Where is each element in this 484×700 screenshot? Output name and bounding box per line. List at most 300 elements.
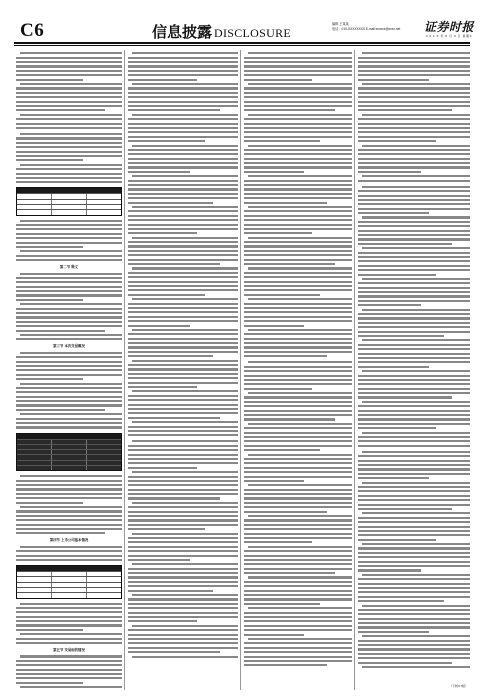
text-line xyxy=(358,436,470,438)
table-row xyxy=(17,460,121,465)
text-line xyxy=(362,309,470,311)
text-line xyxy=(358,631,429,633)
text-line xyxy=(244,281,352,283)
text-line xyxy=(20,250,122,252)
table-cell xyxy=(17,200,52,204)
text-line xyxy=(20,655,122,657)
text-line xyxy=(244,476,352,478)
text-line xyxy=(128,629,238,631)
table-cell xyxy=(17,588,52,592)
text-line xyxy=(128,342,238,344)
text-line xyxy=(16,79,83,81)
text-line xyxy=(362,52,470,54)
text-line xyxy=(16,308,122,310)
text-line xyxy=(358,517,470,519)
text-line xyxy=(16,142,122,144)
text-line xyxy=(128,140,205,142)
text-line xyxy=(16,677,122,679)
text-line xyxy=(128,162,238,164)
text-line xyxy=(244,224,352,226)
text-line xyxy=(128,96,238,98)
text-line xyxy=(358,256,470,258)
text-line xyxy=(128,581,238,583)
text-line xyxy=(358,486,470,488)
text-line xyxy=(244,180,352,182)
text-line xyxy=(244,383,352,385)
text-line xyxy=(128,395,238,397)
text-line xyxy=(358,455,470,457)
text-line xyxy=(16,616,122,618)
text-line xyxy=(244,136,352,138)
text-line xyxy=(16,409,105,411)
text-line xyxy=(128,458,238,460)
text-line xyxy=(128,351,238,353)
text-line xyxy=(128,70,238,72)
text-line xyxy=(358,440,470,442)
text-line xyxy=(128,585,238,587)
text-line xyxy=(244,228,352,230)
text-line xyxy=(358,468,470,470)
text-line xyxy=(244,118,352,120)
section-title xyxy=(152,21,291,42)
text-line xyxy=(358,464,470,466)
table-cell xyxy=(87,588,121,592)
text-line xyxy=(16,155,122,157)
text-line xyxy=(358,648,470,650)
text-line xyxy=(16,57,122,59)
text-line xyxy=(358,287,470,289)
text-line xyxy=(358,136,470,138)
text-line xyxy=(362,247,470,249)
text-line xyxy=(128,61,238,63)
text-line xyxy=(358,79,429,81)
text-line xyxy=(128,210,238,212)
text-line xyxy=(128,171,190,173)
text-line xyxy=(358,221,470,223)
text-line xyxy=(20,383,122,385)
text-line xyxy=(358,101,470,103)
text-line xyxy=(358,300,470,302)
text-line xyxy=(244,140,320,142)
text-line xyxy=(244,458,352,460)
text-line xyxy=(16,484,122,486)
text-line xyxy=(358,118,470,120)
text-line xyxy=(358,153,470,155)
text-line xyxy=(16,127,122,129)
text-line xyxy=(248,576,352,578)
text-column-2 xyxy=(128,50,238,690)
text-line xyxy=(358,70,470,72)
text-line xyxy=(16,638,122,640)
text-line xyxy=(358,127,470,129)
text-line xyxy=(128,555,238,557)
text-line xyxy=(20,52,122,54)
table-cell xyxy=(17,440,52,444)
text-line xyxy=(358,644,470,646)
editor-info xyxy=(332,22,420,32)
text-line xyxy=(20,334,122,336)
text-line xyxy=(16,159,83,161)
text-line xyxy=(20,133,122,135)
text-line xyxy=(132,440,238,442)
text-line xyxy=(16,502,83,504)
text-line xyxy=(128,612,238,614)
article-block xyxy=(128,440,238,657)
text-line xyxy=(128,550,238,552)
text-line xyxy=(358,657,470,659)
text-line xyxy=(358,304,421,306)
text-line xyxy=(244,418,335,420)
text-line xyxy=(128,316,238,318)
text-line xyxy=(16,620,122,622)
text-line xyxy=(244,333,352,335)
text-line xyxy=(16,137,122,139)
text-line xyxy=(358,396,452,398)
text-line xyxy=(16,519,122,521)
text-line xyxy=(16,404,122,406)
article-block xyxy=(358,52,470,181)
text-line xyxy=(128,590,213,592)
text-line xyxy=(358,569,421,571)
text-line xyxy=(128,276,238,278)
text-line xyxy=(362,512,470,514)
text-line xyxy=(248,145,352,147)
text-line xyxy=(20,164,122,166)
text-line xyxy=(244,506,352,508)
text-line xyxy=(128,127,238,129)
text-line xyxy=(132,114,238,116)
column-divider xyxy=(354,50,355,690)
text-line xyxy=(16,281,122,283)
text-line xyxy=(128,184,238,186)
text-line xyxy=(244,259,352,261)
text-line xyxy=(358,199,470,201)
text-line xyxy=(16,330,105,332)
text-line xyxy=(358,313,470,315)
text-line xyxy=(358,495,470,497)
text-line xyxy=(244,250,352,252)
text-line xyxy=(128,65,238,67)
text-line xyxy=(358,460,470,462)
text-line xyxy=(244,519,352,521)
text-line xyxy=(16,233,122,235)
text-line xyxy=(128,364,238,366)
text-line xyxy=(128,149,238,151)
text-line xyxy=(244,375,352,377)
table-cell xyxy=(52,455,87,459)
text-line xyxy=(16,146,122,148)
text-line xyxy=(248,546,352,548)
text-line xyxy=(248,52,352,54)
article-block xyxy=(16,52,122,129)
text-line xyxy=(128,434,238,436)
article-block xyxy=(16,133,122,183)
text-line xyxy=(358,383,470,385)
text-line xyxy=(358,109,452,111)
page-number: C6 xyxy=(20,20,45,41)
text-line xyxy=(20,352,122,354)
article-block xyxy=(16,475,122,534)
text-line xyxy=(358,587,470,589)
table-cell xyxy=(17,572,52,576)
text-line xyxy=(362,114,470,116)
text-line xyxy=(244,294,320,296)
text-line xyxy=(20,506,122,508)
text-line xyxy=(128,320,238,322)
text-line xyxy=(244,462,352,464)
table-cell xyxy=(52,593,87,597)
table-cell xyxy=(17,461,52,465)
text-line xyxy=(128,79,197,81)
article-block xyxy=(16,433,122,472)
text-line xyxy=(362,186,470,188)
text-line xyxy=(20,83,122,85)
text-line xyxy=(128,307,238,309)
text-line xyxy=(248,114,352,116)
text-line xyxy=(362,574,470,576)
text-line xyxy=(128,568,238,570)
text-line xyxy=(244,92,352,94)
text-line xyxy=(128,426,238,428)
text-line xyxy=(132,83,238,85)
text-line xyxy=(244,555,352,557)
table-cell xyxy=(87,205,121,209)
text-line xyxy=(128,559,190,561)
table-row xyxy=(17,449,121,454)
text-line xyxy=(244,342,352,344)
text-line xyxy=(16,629,83,631)
text-line xyxy=(128,259,238,261)
text-line xyxy=(248,607,352,609)
text-line xyxy=(244,65,352,67)
section-heading: 第三节 本次交易概况 xyxy=(53,344,85,349)
table-row xyxy=(17,582,121,587)
table-cell xyxy=(87,210,121,214)
text-line xyxy=(128,541,238,543)
text-line xyxy=(358,618,470,620)
text-line xyxy=(16,101,122,103)
table-cell xyxy=(52,210,87,214)
text-line xyxy=(16,92,122,94)
text-line xyxy=(358,322,470,324)
text-line xyxy=(358,92,470,94)
text-line xyxy=(128,484,238,486)
text-line xyxy=(358,353,470,355)
text-line xyxy=(244,524,352,526)
text-line xyxy=(128,603,238,605)
text-line xyxy=(20,413,122,415)
article-block xyxy=(16,265,122,340)
text-line xyxy=(132,421,238,423)
text-line xyxy=(20,220,122,222)
text-line xyxy=(358,171,421,173)
table-cell xyxy=(17,450,52,454)
text-line xyxy=(128,281,238,283)
text-line xyxy=(16,555,122,557)
text-line xyxy=(128,497,220,499)
text-line xyxy=(358,626,470,628)
text-line xyxy=(358,578,470,580)
text-line xyxy=(244,285,352,287)
text-line xyxy=(362,451,470,453)
text-line xyxy=(16,532,105,534)
text-line xyxy=(128,355,213,357)
text-line xyxy=(16,316,122,318)
text-line xyxy=(358,662,452,664)
text-line xyxy=(358,490,470,492)
table-cell xyxy=(17,205,52,209)
text-line xyxy=(362,605,470,607)
table-cell xyxy=(52,461,87,465)
text-line xyxy=(16,65,122,67)
text-line xyxy=(16,277,122,279)
text-line xyxy=(244,489,352,491)
text-line xyxy=(16,660,122,662)
text-line xyxy=(128,528,205,530)
text-line xyxy=(128,467,197,469)
editor-line: 编辑 王某某 xyxy=(332,22,349,26)
text-line xyxy=(132,625,238,627)
article-block xyxy=(244,52,352,357)
table-cell xyxy=(87,440,121,444)
text-line xyxy=(244,276,352,278)
text-line xyxy=(244,215,352,217)
text-line xyxy=(248,329,352,331)
text-line xyxy=(244,96,352,98)
text-line xyxy=(16,493,122,495)
text-line xyxy=(128,620,197,622)
text-line xyxy=(16,642,122,644)
text-line xyxy=(128,74,238,76)
text-line xyxy=(358,131,470,133)
text-line xyxy=(128,272,238,274)
text-line xyxy=(16,396,122,398)
text-line xyxy=(358,547,470,549)
text-line xyxy=(358,499,470,501)
table-row xyxy=(17,193,121,198)
text-line xyxy=(128,193,238,195)
text-line xyxy=(128,294,205,296)
text-line xyxy=(128,493,238,495)
text-line xyxy=(128,303,238,305)
text-line xyxy=(358,539,436,541)
text-line xyxy=(244,219,352,221)
text-line xyxy=(128,480,238,482)
text-line xyxy=(128,399,238,401)
text-line xyxy=(20,273,122,275)
text-line xyxy=(244,634,304,636)
table-cell xyxy=(87,577,121,581)
text-line xyxy=(248,237,352,239)
text-line xyxy=(128,524,238,526)
text-line xyxy=(358,556,470,558)
text-line xyxy=(16,664,122,666)
table-cell xyxy=(87,593,121,597)
text-line xyxy=(244,511,327,513)
text-line xyxy=(128,373,238,375)
text-line xyxy=(244,351,352,353)
text-line xyxy=(358,195,470,197)
data-table xyxy=(16,433,122,472)
text-line xyxy=(16,246,83,248)
text-line xyxy=(16,237,122,239)
text-line xyxy=(132,656,238,658)
text-line xyxy=(16,365,122,367)
text-line xyxy=(362,145,470,147)
header-rule-thin xyxy=(14,45,470,46)
text-line xyxy=(362,83,470,85)
text-line xyxy=(132,390,238,392)
text-line xyxy=(358,366,429,368)
text-line xyxy=(244,497,352,499)
text-line xyxy=(16,286,122,288)
article-block xyxy=(16,565,122,598)
table-row xyxy=(17,204,121,209)
text-line xyxy=(16,611,122,613)
text-line xyxy=(244,171,304,173)
text-line xyxy=(358,208,470,210)
text-line xyxy=(358,344,470,346)
text-line xyxy=(244,502,352,504)
text-line xyxy=(362,432,470,434)
text-line xyxy=(128,430,238,432)
table-cell xyxy=(52,572,87,576)
text-line xyxy=(244,87,352,89)
text-line xyxy=(358,269,470,271)
text-line xyxy=(358,326,470,328)
text-line xyxy=(244,603,320,605)
text-line xyxy=(128,489,238,491)
text-line xyxy=(128,445,238,447)
text-line xyxy=(244,656,352,658)
text-line xyxy=(132,175,238,177)
text-line xyxy=(128,232,197,234)
text-line xyxy=(132,360,238,362)
text-line xyxy=(128,188,238,190)
text-line xyxy=(128,158,238,160)
text-line xyxy=(244,528,352,530)
text-line xyxy=(20,603,122,605)
text-line xyxy=(248,484,352,486)
text-line xyxy=(244,581,352,583)
text-line xyxy=(244,467,352,469)
text-line xyxy=(16,497,122,499)
text-line xyxy=(20,475,122,477)
table-cell xyxy=(87,455,121,459)
text-line xyxy=(358,252,470,254)
text-line xyxy=(128,166,238,168)
text-line xyxy=(16,87,122,89)
text-line xyxy=(16,325,122,327)
text-line xyxy=(244,651,352,653)
text-line xyxy=(16,299,83,301)
text-line xyxy=(358,295,470,297)
text-line xyxy=(16,369,122,371)
text-line xyxy=(358,357,470,359)
text-line xyxy=(244,493,352,495)
text-line xyxy=(16,173,122,175)
table-cell xyxy=(52,194,87,198)
table-cell xyxy=(87,583,121,587)
text-line xyxy=(358,238,470,240)
text-line xyxy=(358,477,429,479)
table-cell xyxy=(17,210,52,214)
text-line xyxy=(128,417,220,419)
text-line xyxy=(358,234,470,236)
text-line xyxy=(358,583,470,585)
text-line xyxy=(358,123,470,125)
text-line xyxy=(244,533,352,535)
